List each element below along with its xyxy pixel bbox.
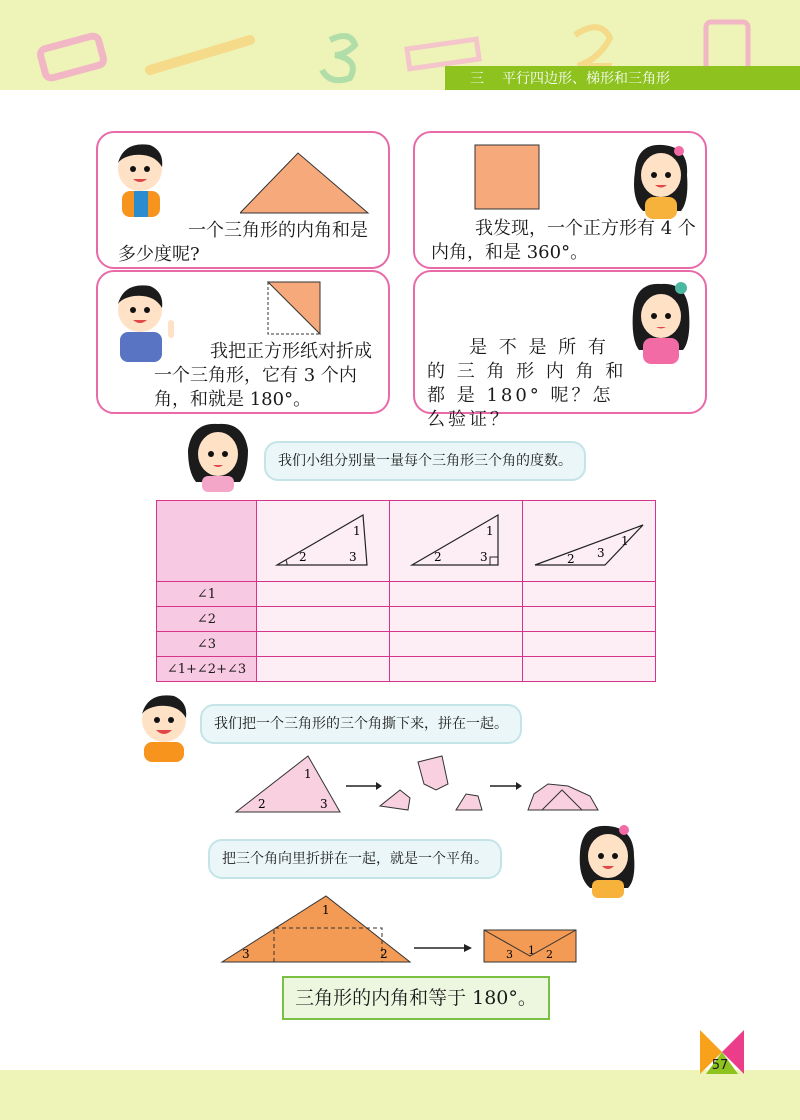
input-cell[interactable]: [390, 607, 523, 632]
input-cell[interactable]: [523, 607, 656, 632]
angle-1-label: 1: [621, 534, 629, 548]
triangle-obtuse-cell: [523, 501, 656, 582]
chapter-number: 三: [470, 71, 484, 87]
dialog-text-2: 我发现，一个正方形有 4 个内角，和是 360°。: [431, 218, 696, 263]
row-label-angle1: ∠1: [157, 582, 257, 607]
speech-bubble-tear: 我们把一个三角形的三个角撕下来，拼在一起。: [200, 704, 522, 744]
angle-1-label: 1: [304, 767, 312, 781]
dialog-box-3: [96, 270, 390, 414]
triangle-acute-icon: [257, 501, 389, 577]
input-cell[interactable]: [523, 632, 656, 657]
girl-avatar: [625, 141, 697, 221]
angle-3-label: 3: [320, 797, 328, 811]
arrow-right-icon: [516, 782, 522, 790]
input-cell[interactable]: [257, 657, 390, 682]
fold-angles-diagram: [218, 892, 590, 968]
angle-2-label: 2: [299, 550, 307, 564]
triangle-acute-cell: [257, 501, 390, 582]
arrow-right-icon: [376, 782, 382, 790]
table-corner-cell: [157, 501, 257, 582]
chapter-heading: [470, 68, 670, 88]
dialog-box-4: [413, 270, 707, 430]
triangle-right-icon: [390, 501, 522, 577]
input-cell[interactable]: [523, 657, 656, 682]
angle-2-label: 2: [434, 550, 442, 564]
dialog-text-4: 是 不 是 所 有 的 三 角 形 内 角 和 都 是 180° 呢？怎么验证？: [427, 337, 627, 430]
input-cell[interactable]: [523, 582, 656, 607]
row-label-sum: ∠1+∠2+∠3: [157, 657, 257, 682]
girl-avatar-4: [572, 822, 644, 898]
angle-3-label: 3: [480, 550, 488, 564]
angle-1-label: 1: [353, 524, 361, 538]
angle-1-label: 1: [486, 524, 494, 538]
row-label-angle3: ∠3: [157, 632, 257, 657]
angle-3-label: 3: [506, 948, 513, 961]
angle-3-label: 3: [242, 947, 250, 961]
input-cell[interactable]: [390, 657, 523, 682]
triangle-obtuse-icon: [523, 501, 655, 577]
boy-avatar: [104, 139, 184, 219]
row-label-angle2: ∠2: [157, 607, 257, 632]
angle-3-label: 3: [597, 546, 605, 560]
input-cell[interactable]: [257, 582, 390, 607]
girl-avatar-2: [625, 280, 697, 366]
dialog-text-1: 一个三角形的内角和是多少度呢?: [118, 220, 368, 265]
dialog-text-3: 我把正方形纸对折成一个三角形，它有 3 个内角，和就是 180°。: [154, 341, 372, 410]
angle-2-label: 2: [567, 552, 575, 566]
square-figure-icon: [473, 143, 543, 213]
angle-2-label: 2: [258, 797, 266, 811]
input-cell[interactable]: [390, 632, 523, 657]
input-cell[interactable]: [257, 632, 390, 657]
boy-avatar-3: [130, 690, 200, 762]
chapter-title: 平行四边形、梯形和三角形: [502, 71, 670, 87]
tear-angles-diagram: [230, 750, 610, 820]
dialog-box-2: [413, 131, 707, 269]
folded-square-icon: [262, 280, 326, 340]
girl-avatar-3: [182, 420, 254, 492]
angle-measure-table: [156, 500, 656, 682]
arrow-right-icon: [464, 944, 472, 952]
conclusion-box: 三角形的内角和等于 180°。: [282, 976, 550, 1020]
input-cell[interactable]: [390, 582, 523, 607]
angle-2-label: 2: [380, 947, 388, 961]
speech-bubble-group: 我们小组分别量一量每个三角形三个角的度数。: [264, 441, 586, 481]
angle-2-label: 2: [546, 948, 553, 961]
footer-band: [0, 1070, 800, 1120]
input-cell[interactable]: [257, 607, 390, 632]
dialog-box-1: [96, 131, 390, 269]
angle-3-label: 3: [349, 550, 357, 564]
angle-1-label: 1: [528, 944, 535, 957]
triangle-right-cell: [390, 501, 523, 582]
triangle-figure-icon: [240, 149, 390, 219]
speech-bubble-fold: 把三个角向里折拼在一起，就是一个平角。: [208, 839, 502, 879]
angle-1-label: 1: [322, 903, 330, 917]
page-number: 57: [711, 1058, 729, 1073]
